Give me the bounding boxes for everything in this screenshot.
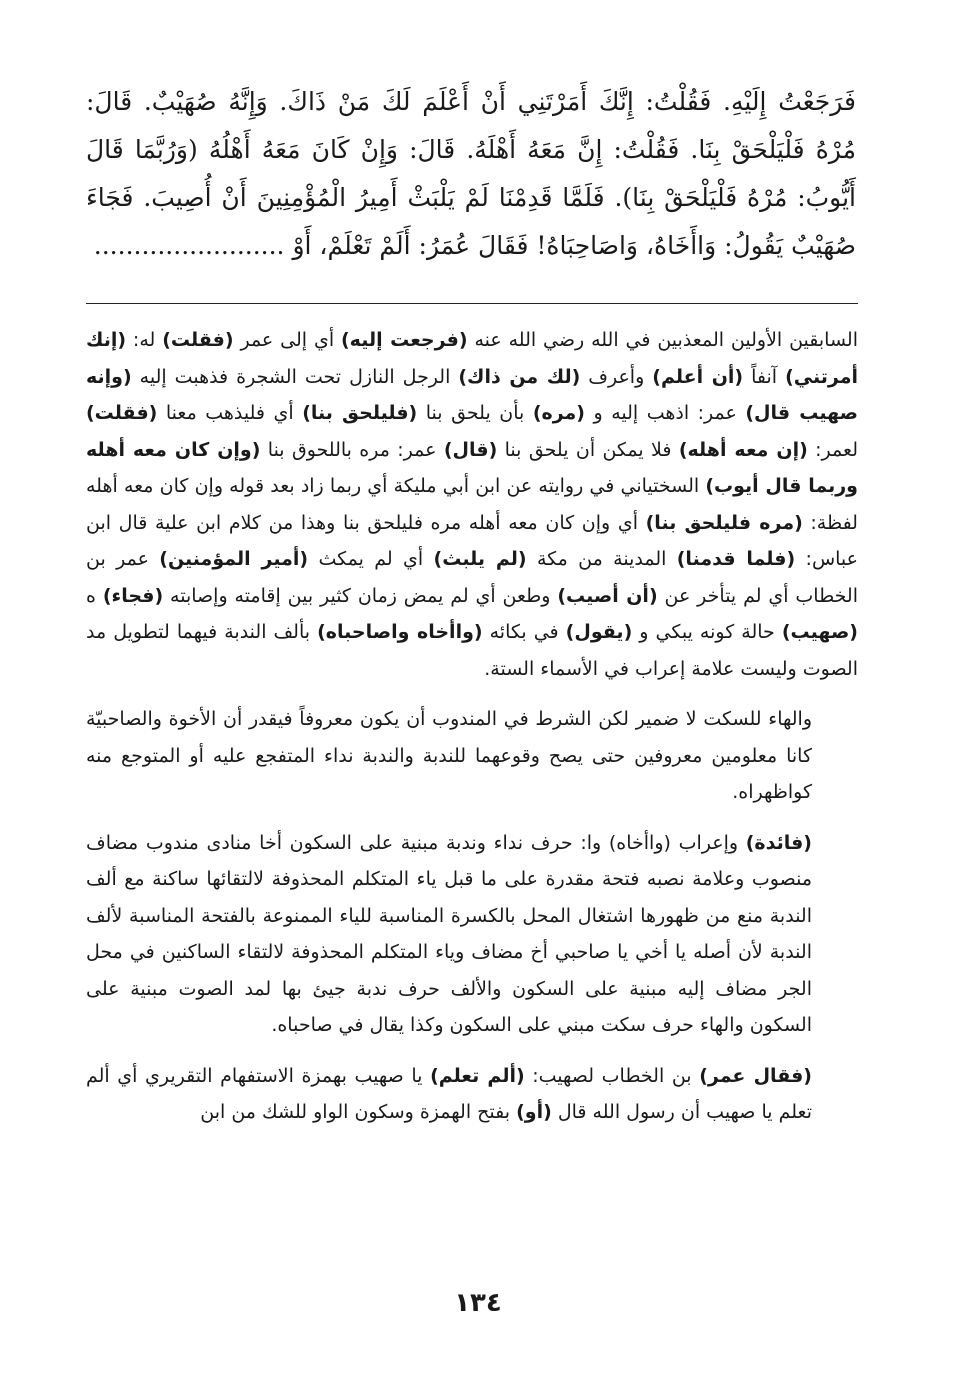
commentary-text: يا صهيب بهمزة الاستفهام التقريري أي ألم تعلم يا صهيب أن رسول الله قال <box>86 1064 812 1123</box>
commentary-paragraph <box>86 322 858 687</box>
commentary-text: وأعرف <box>580 365 653 388</box>
quoted-phrase: (لم يلبث) <box>433 548 527 570</box>
quoted-phrase: (أمير المؤمنين) <box>159 548 309 570</box>
quoted-phrase: (فقلت) <box>86 402 158 424</box>
quoted-phrase: (فقلت) <box>162 329 234 351</box>
commentary-text: آنفاً <box>743 365 786 388</box>
commentary-text: عمر: اذهب إليه و <box>585 402 746 424</box>
commentary-text: المدينة من مكة <box>526 548 677 570</box>
commentary-text: حالة كونه يبكي و <box>632 621 782 643</box>
hadith-line: فَرَجَعْتُ إِلَيْهِ. فَقُلْتُ: إِنَّكَ أَمَرْتَنِي أَنْ أَعْلَمَ لَكَ مَنْ ذَاكَ. وَإِنَّهُ صُهَيْبٌ. قَالَ: مُرْهُ <box>86 87 856 164</box>
commentary-text: له: <box>126 329 163 351</box>
hadith-line: فَلْيَلْحَقْ بِنَا). فَلَمَّا قَدِمْنَا لَمْ يَلْبَثْ أَمِيرُ الْمُؤْمِنِينَ أَنْ أُصِيبَ. فَجَاءَ صُهَيْبٌ يَقُولُ: <box>86 183 856 260</box>
quoted-phrase: (مره) <box>532 402 585 424</box>
separator-line <box>86 303 858 304</box>
commentary-text: لعمر: <box>807 438 858 461</box>
quoted-phrase: (إن معه أهله) <box>678 438 808 461</box>
quoted-phrase: (واأخاه واصاحباه) <box>317 621 483 643</box>
quoted-phrase: (ألم تعلم) <box>430 1064 525 1087</box>
quoted-phrase: (قال) <box>443 438 498 461</box>
commentary-text: أي فليذهب معنا <box>157 402 303 424</box>
commentary-text: أي وإن كان معه أهله مره فليلحق بنا وهذا من كلام ابن علية قال ابن عباس: <box>86 511 858 570</box>
commentary-text: بفتح الهمزة وسكون الواو للشك من ابن <box>200 1101 517 1123</box>
commentary-text: وطعن أي لم يمض زمان كثير بين إقامته وإصابته <box>163 584 558 607</box>
commentary-text: الرجل النازل تحت الشجرة فذهبت إليه <box>131 365 459 388</box>
hadith-line: فَلْيَلْحَقْ بِنَا. فَقُلْتُ: إِنَّ مَعَهُ أَهْلَهُ. قَالَ: وَإِنْ كَانَ مَعَهُ أَهْلُهُ (وَرُبَّمَا قَالَ أَيُّوبُ: مُرْهُ <box>86 135 856 212</box>
commentary-text: عمر: مره باللحوق بنا <box>260 438 444 461</box>
quoted-phrase: (لك من ذاك) <box>458 365 581 388</box>
quoted-phrase: (إنك أمرتني) <box>86 329 858 388</box>
quoted-phrase: (فائدة) <box>745 831 812 854</box>
commentary-text: السابقين الأولين المعذبين في الله رضي الله عنه <box>467 329 858 351</box>
commentary-text: السختياني في روايته عن ابن أبي مليكة أي ربما زاد بعد قوله وإن كان معه أهله لفظة: <box>86 475 858 534</box>
quoted-phrase: (أن أصيب) <box>557 584 658 607</box>
commentary <box>86 322 858 1145</box>
commentary-text: فلا يمكن أن يلحق بنا <box>497 438 679 461</box>
commentary-text: عمر بن الخطاب أي لم يتأخر عن <box>86 548 859 607</box>
quoted-phrase: (يقول) <box>565 621 633 643</box>
quoted-phrase: (وإن كان معه أهله وربما قال أيوب) <box>86 438 858 497</box>
quoted-phrase: (فلما قدمنا) <box>676 548 796 570</box>
commentary-text: أي إلى عمر <box>233 329 341 351</box>
quoted-phrase: (أو) <box>516 1101 552 1123</box>
commentary-text: أي لم يمكث <box>308 548 434 570</box>
quoted-phrase: (فليلحق بنا) <box>302 402 418 424</box>
ellipsis-dots: ........................ <box>93 231 285 260</box>
commentary-text: وإعراب (واأخاه) وا: حرف نداء وندبة مبنية على السكون أخا منادى مندوب مضاف منصوب وعلامة نصبه فتحة مقدرة على ما قبل ياء المتكلم المحذوفة لالتقائها ساكنة مع ألف الندبة منع من ظهورها اشتغال المحل بالكسرة المناسبة للياء الممنوعة بالفتحة المناسبة لألف الندبة لأن أصله يا أخي يا صاحبي أخ مضاف وياء المتكلم المحذوفة لالتقاء الساكنين في محل الجر مضاف إليه مبنية على السكون والألف حرف ندبة جيئ بها لمد الصوت مبنية على السكون والهاء حرف سكت مبني على السكون وكذا يقال في صاحباه. <box>86 831 812 1036</box>
commentary-text: ه <box>86 584 103 607</box>
commentary-paragraph <box>86 1058 858 1131</box>
commentary-text: بألف الندبة فيهما لتطويل مد الصوت وليست علامة إعراب في الأسماء الستة. <box>86 621 858 680</box>
commentary-text: والهاء للسكت لا ضمير لكن الشرط في المندوب أن يكون معروفاً فيقدر أن الأخوة والصاحبيّة كانا معلومين معروفين حتى يصح وقوعهما للندبة والندبة نداء المتفجع عليه أو المتوجع منه كواظهراه. <box>86 708 812 803</box>
commentary-text: بن الخطاب لصهيب: <box>524 1064 700 1087</box>
quoted-phrase: (صهيب) <box>781 621 858 643</box>
quoted-phrase: (مره فليلحق بنا) <box>645 511 803 534</box>
commentary-paragraph <box>86 825 858 1044</box>
hadith-line: وَاأَخَاهُ، وَاصَاحِبَاهُ! فَقَالَ عُمَرُ: أَلَمْ تَعْلَمْ، أَوْ <box>284 231 717 260</box>
commentary-paragraph <box>86 701 858 811</box>
quoted-phrase: (فقال عمر) <box>699 1064 812 1087</box>
quoted-phrase: (وإنه صهيب قال) <box>86 365 858 424</box>
quoted-phrase: (فجاء) <box>102 584 164 607</box>
commentary-text: بأن يلحق بنا <box>417 402 533 424</box>
quoted-phrase: (فرجعت إليه) <box>341 329 468 351</box>
commentary-text: في بكائه <box>482 621 566 643</box>
quoted-phrase: (أن أعلم) <box>652 365 744 388</box>
hadith-text <box>86 78 856 270</box>
page-number: ١٣٤ <box>454 1288 502 1318</box>
